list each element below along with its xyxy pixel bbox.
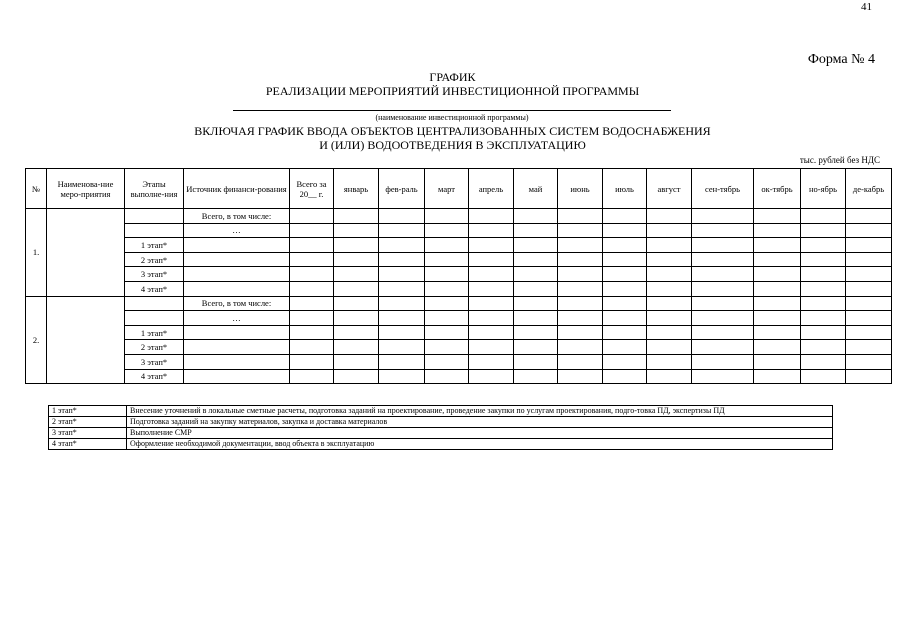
stage-cell: 4 этап* xyxy=(125,281,184,296)
form-label: Форма № 4 xyxy=(807,52,875,67)
month-cell xyxy=(647,238,692,253)
month-cell xyxy=(754,354,801,369)
source-cell xyxy=(184,238,290,253)
table-row xyxy=(26,281,892,296)
header-stages: Этапы выполне-ния xyxy=(125,169,184,209)
month-cell xyxy=(379,281,425,296)
month-cell xyxy=(469,354,514,369)
title-line-1: ГРАФИК xyxy=(429,70,476,84)
header-month: август xyxy=(647,169,692,209)
month-cell xyxy=(692,223,754,238)
table-row xyxy=(26,252,892,267)
month-cell xyxy=(846,267,892,282)
source-cell: … xyxy=(184,311,290,326)
source-cell xyxy=(184,354,290,369)
month-cell xyxy=(379,267,425,282)
month-cell xyxy=(603,223,647,238)
month-cell xyxy=(379,209,425,224)
month-cell xyxy=(754,369,801,384)
month-cell xyxy=(801,267,846,282)
month-cell xyxy=(846,209,892,224)
stage-cell: 3 этап* xyxy=(125,267,184,282)
table-row xyxy=(26,296,892,311)
month-cell xyxy=(846,252,892,267)
legend-row xyxy=(49,417,833,428)
month-cell xyxy=(801,296,846,311)
month-cell xyxy=(379,238,425,253)
month-cell xyxy=(846,369,892,384)
month-cell xyxy=(692,369,754,384)
legend-stage: 3 этап* xyxy=(49,428,127,439)
month-cell xyxy=(692,209,754,224)
table-row xyxy=(26,311,892,326)
month-cell xyxy=(469,369,514,384)
month-cell xyxy=(514,340,558,355)
month-cell xyxy=(425,369,469,384)
month-cell xyxy=(379,369,425,384)
month-cell xyxy=(514,369,558,384)
month-cell xyxy=(558,281,603,296)
header-month: январь xyxy=(334,169,379,209)
month-cell xyxy=(425,238,469,253)
month-cell xyxy=(754,223,801,238)
month-cell xyxy=(801,223,846,238)
month-cell xyxy=(754,340,801,355)
month-cell xyxy=(558,252,603,267)
month-cell xyxy=(647,369,692,384)
month-cell xyxy=(692,267,754,282)
stage-cell: 1 этап* xyxy=(125,325,184,340)
header-month: но-ябрь xyxy=(801,169,846,209)
total-cell xyxy=(290,340,334,355)
source-cell: Всего, в том числе: xyxy=(184,296,290,311)
month-cell xyxy=(846,238,892,253)
month-cell xyxy=(692,311,754,326)
month-cell xyxy=(514,325,558,340)
header-month: май xyxy=(514,169,558,209)
month-cell xyxy=(603,340,647,355)
stage-cell xyxy=(125,311,184,326)
header-month: сен-тябрь xyxy=(692,169,754,209)
month-cell xyxy=(425,223,469,238)
stage-cell: 3 этап* xyxy=(125,354,184,369)
source-cell xyxy=(184,267,290,282)
table-row xyxy=(26,209,892,224)
month-cell xyxy=(647,354,692,369)
month-cell xyxy=(334,340,379,355)
month-cell xyxy=(425,267,469,282)
title-line-4: И (ИЛИ) ВОДООТВЕДЕНИЯ В ЭКСПЛУАТАЦИЮ xyxy=(319,138,586,152)
month-cell xyxy=(334,354,379,369)
month-cell xyxy=(334,238,379,253)
month-cell xyxy=(846,296,892,311)
month-cell xyxy=(558,311,603,326)
month-cell xyxy=(558,369,603,384)
legend-row xyxy=(49,406,833,417)
source-cell: … xyxy=(184,223,290,238)
month-cell xyxy=(379,325,425,340)
month-cell xyxy=(754,238,801,253)
month-cell xyxy=(647,311,692,326)
month-cell xyxy=(692,340,754,355)
total-cell xyxy=(290,238,334,253)
month-cell xyxy=(469,267,514,282)
stage-cell: 1 этап* xyxy=(125,238,184,253)
title-line-2: РЕАЛИЗАЦИИ МЕРОПРИЯТИЙ ИНВЕСТИЦИОННОЙ ПРОГРАММЫ xyxy=(265,84,640,98)
month-cell xyxy=(603,369,647,384)
month-cell xyxy=(846,325,892,340)
month-cell xyxy=(603,281,647,296)
legend-stage: 4 этап* xyxy=(49,439,127,450)
month-cell xyxy=(514,281,558,296)
stage-cell xyxy=(125,209,184,224)
month-cell xyxy=(692,354,754,369)
month-cell xyxy=(514,311,558,326)
legend-stage: 2 этап* xyxy=(49,417,127,428)
legend-text: Подготовка заданий на закупку материалов, закупка и доставка материалов xyxy=(127,417,833,428)
month-cell xyxy=(469,209,514,224)
month-cell xyxy=(647,267,692,282)
table-row xyxy=(26,267,892,282)
legend-row xyxy=(49,428,833,439)
month-cell xyxy=(334,267,379,282)
month-cell xyxy=(379,252,425,267)
month-cell xyxy=(425,252,469,267)
month-cell xyxy=(469,238,514,253)
month-cell xyxy=(558,354,603,369)
month-cell xyxy=(514,209,558,224)
month-cell xyxy=(558,296,603,311)
month-cell xyxy=(603,209,647,224)
month-cell xyxy=(334,325,379,340)
month-cell xyxy=(692,296,754,311)
header-month: ок-тябрь xyxy=(754,169,801,209)
month-cell xyxy=(425,340,469,355)
month-cell xyxy=(846,281,892,296)
total-cell xyxy=(290,281,334,296)
month-cell xyxy=(469,311,514,326)
month-cell xyxy=(425,281,469,296)
month-cell xyxy=(558,325,603,340)
program-name-hint: (наименование инвестиционной программы) xyxy=(375,113,529,122)
month-cell xyxy=(647,296,692,311)
month-cell xyxy=(334,369,379,384)
header-row xyxy=(26,169,892,209)
month-cell xyxy=(846,354,892,369)
month-cell xyxy=(334,281,379,296)
month-cell xyxy=(514,238,558,253)
month-cell xyxy=(692,281,754,296)
total-cell xyxy=(290,311,334,326)
month-cell xyxy=(514,354,558,369)
header-total: Всего за 20__ г. xyxy=(290,169,334,209)
month-cell xyxy=(379,296,425,311)
header-month: июнь xyxy=(558,169,603,209)
month-cell xyxy=(334,209,379,224)
month-cell xyxy=(846,340,892,355)
row-number: 1. xyxy=(26,209,47,297)
month-cell xyxy=(558,209,603,224)
legend-row xyxy=(49,439,833,450)
month-cell xyxy=(469,296,514,311)
month-cell xyxy=(647,252,692,267)
month-cell xyxy=(801,209,846,224)
stage-cell: 4 этап* xyxy=(125,369,184,384)
month-cell xyxy=(603,238,647,253)
month-cell xyxy=(379,354,425,369)
month-cell xyxy=(558,340,603,355)
month-cell xyxy=(846,223,892,238)
month-cell xyxy=(603,252,647,267)
total-cell xyxy=(290,296,334,311)
source-cell xyxy=(184,325,290,340)
table-row xyxy=(26,238,892,253)
header-source: Источник финанси-рования xyxy=(184,169,290,209)
month-cell xyxy=(754,281,801,296)
month-cell xyxy=(647,209,692,224)
header-month: де-кабрь xyxy=(846,169,892,209)
month-cell xyxy=(514,252,558,267)
month-cell xyxy=(647,281,692,296)
month-cell xyxy=(425,354,469,369)
source-cell: Всего, в том числе: xyxy=(184,209,290,224)
stage-cell xyxy=(125,296,184,311)
month-cell xyxy=(425,311,469,326)
source-cell xyxy=(184,369,290,384)
program-name-line xyxy=(233,110,671,111)
total-cell xyxy=(290,209,334,224)
month-cell xyxy=(558,223,603,238)
month-cell xyxy=(514,223,558,238)
schedule-table xyxy=(25,168,892,384)
legend-text: Оформление необходимой документации, ввод объекта в эксплуатацию xyxy=(127,439,833,450)
header-month: июль xyxy=(603,169,647,209)
total-cell xyxy=(290,369,334,384)
header-num: № xyxy=(26,169,47,209)
table-row xyxy=(26,369,892,384)
legend-text: Выполнение СМР xyxy=(127,428,833,439)
month-cell xyxy=(647,223,692,238)
total-cell xyxy=(290,354,334,369)
month-cell xyxy=(692,238,754,253)
month-cell xyxy=(846,311,892,326)
month-cell xyxy=(425,325,469,340)
month-cell xyxy=(647,340,692,355)
month-cell xyxy=(334,223,379,238)
month-cell xyxy=(469,325,514,340)
month-cell xyxy=(558,267,603,282)
month-cell xyxy=(603,267,647,282)
table-row xyxy=(26,223,892,238)
month-cell xyxy=(379,311,425,326)
month-cell xyxy=(801,311,846,326)
month-cell xyxy=(514,296,558,311)
month-cell xyxy=(379,223,425,238)
table-row xyxy=(26,340,892,355)
stage-cell: 2 этап* xyxy=(125,340,184,355)
source-cell xyxy=(184,252,290,267)
month-cell xyxy=(801,252,846,267)
legend-stage: 1 этап* xyxy=(49,406,127,417)
table-row xyxy=(26,325,892,340)
month-cell xyxy=(754,209,801,224)
month-cell xyxy=(754,325,801,340)
measure-name-cell xyxy=(47,296,125,384)
month-cell xyxy=(558,238,603,253)
month-cell xyxy=(469,340,514,355)
header-month: март xyxy=(425,169,469,209)
month-cell xyxy=(334,311,379,326)
month-cell xyxy=(469,281,514,296)
month-cell xyxy=(603,354,647,369)
month-cell xyxy=(754,296,801,311)
month-cell xyxy=(647,325,692,340)
stage-cell: 2 этап* xyxy=(125,252,184,267)
month-cell xyxy=(334,296,379,311)
header-month: апрель xyxy=(469,169,514,209)
header-month: фев-раль xyxy=(379,169,425,209)
month-cell xyxy=(469,223,514,238)
stages-legend-table xyxy=(48,405,833,450)
title-line-3: ВКЛЮЧАЯ ГРАФИК ВВОДА ОБЪЕКТОВ ЦЕНТРАЛИЗОВАННЫХ СИСТЕМ ВОДОСНАБЖЕНИЯ xyxy=(194,124,711,138)
total-cell xyxy=(290,252,334,267)
source-cell xyxy=(184,281,290,296)
page-number: 41 xyxy=(861,1,872,13)
month-cell xyxy=(603,296,647,311)
total-cell xyxy=(290,223,334,238)
month-cell xyxy=(754,252,801,267)
month-cell xyxy=(334,252,379,267)
month-cell xyxy=(801,369,846,384)
total-cell xyxy=(290,267,334,282)
month-cell xyxy=(754,267,801,282)
units-note: тыс. рублей без НДС xyxy=(799,155,880,165)
month-cell xyxy=(692,252,754,267)
header-name: Наименова-ние меро-приятия xyxy=(47,169,125,209)
row-number: 2. xyxy=(26,296,47,384)
month-cell xyxy=(425,296,469,311)
month-cell xyxy=(603,311,647,326)
month-cell xyxy=(603,325,647,340)
month-cell xyxy=(801,325,846,340)
month-cell xyxy=(801,281,846,296)
month-cell xyxy=(379,340,425,355)
month-cell xyxy=(801,340,846,355)
stage-cell xyxy=(125,223,184,238)
month-cell xyxy=(754,311,801,326)
table-row xyxy=(26,354,892,369)
month-cell xyxy=(692,325,754,340)
month-cell xyxy=(801,238,846,253)
month-cell xyxy=(801,354,846,369)
total-cell xyxy=(290,325,334,340)
month-cell xyxy=(514,267,558,282)
measure-name-cell xyxy=(47,209,125,297)
month-cell xyxy=(469,252,514,267)
source-cell xyxy=(184,340,290,355)
month-cell xyxy=(425,209,469,224)
legend-text: Внесение уточнений в локальные сметные расчеты, подготовка заданий на проектирование, проведение закупки по услугам проектирования, подго-товка ПД, экспертизы ПД xyxy=(127,406,833,417)
